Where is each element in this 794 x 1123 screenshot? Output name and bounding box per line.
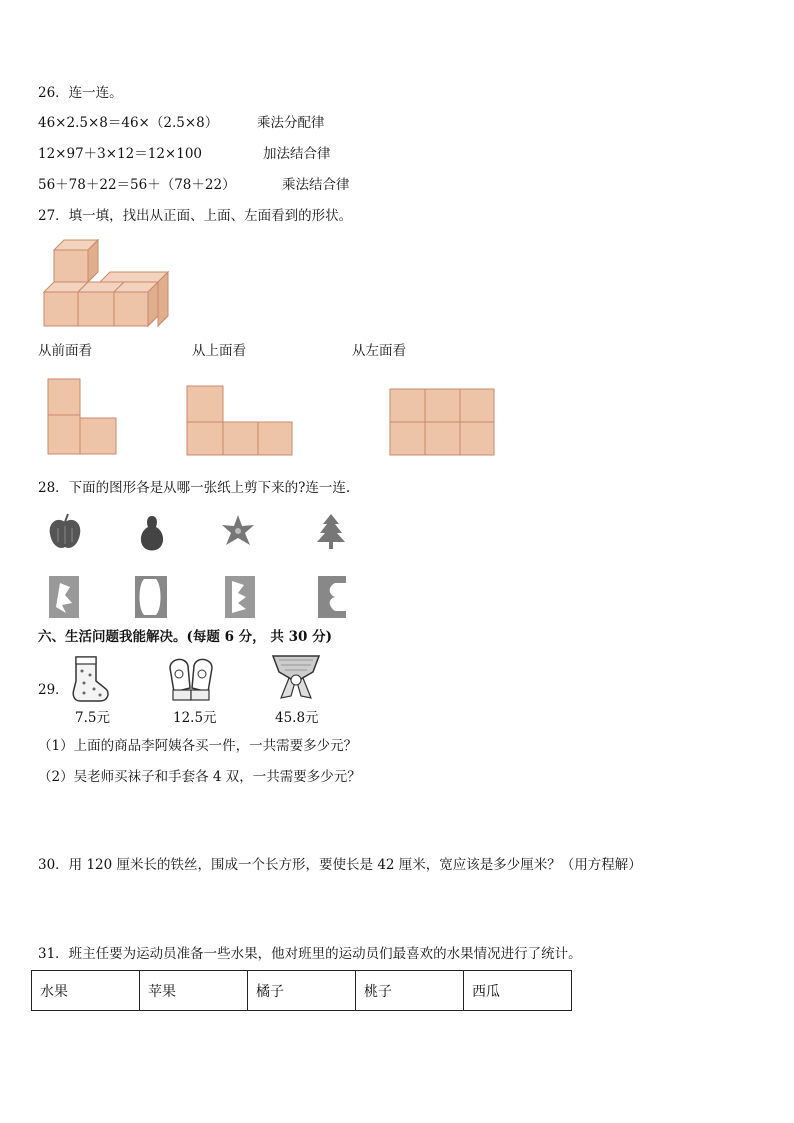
scarf-icon [269,652,325,702]
table-cell-fruit: 水果 [32,971,140,1011]
view-label-left: 从左面看 [352,343,406,359]
left-view-shape [389,388,497,458]
q29-number: 29． [38,682,69,698]
table-cell-peach: 桃子 [356,971,464,1011]
sock-icon [66,655,112,703]
paper-piece-3-icon [224,575,256,619]
q26-law-3: 乘法结合律 [282,177,350,193]
view-label-front: 从前面看 [38,343,92,359]
section-6-heading: 六、生活问题我能解决。(每题 6 分， 共 30 分) [38,629,332,645]
apple-shape-icon [48,512,82,552]
view-label-top: 从上面看 [192,343,246,359]
fruit-table [31,970,572,1011]
q26-law-1: 乘法分配律 [257,115,325,131]
table-row [32,971,572,1011]
gourd-shape-icon [136,514,168,552]
price-mittens: 12.5元 [173,710,217,726]
q28-title: 28．下面的图形各是从哪一张纸上剪下来的?连一连. [38,480,351,496]
price-scarf: 45.8元 [275,710,319,726]
tree-shape-icon [315,512,347,550]
paper-piece-1-icon [48,575,80,619]
paper-piece-2-icon [134,575,168,619]
table-cell-watermelon: 西瓜 [464,971,572,1011]
table-cell-orange: 橘子 [248,971,356,1011]
table-cell-apple: 苹果 [140,971,248,1011]
cube-stack-figure [40,236,175,331]
q30-text: 30．用 120 厘米长的铁丝，围成一个长方形，要使长是 42 厘米，宽应该是多少厘米？（用方程解） [38,857,642,873]
mittens-icon [164,654,222,704]
q27-title: 27．填一填，找出从正面、上面、左面看到的形状。 [38,208,353,224]
q31-text: 31．班主任要为运动员准备一些水果，他对班里的运动员们最喜欢的水果情况进行了统计。 [38,946,582,962]
front-view-shape [47,378,119,456]
q26-expr-2: 12×97＋3×12＝12×100 [38,146,203,162]
q26-expr-1: 46×2.5×8＝46×（2.5×8） [38,115,219,131]
price-socks: 7.5元 [75,710,110,726]
q26-title: 26．连一连。 [38,85,123,101]
q29-sub-2: （2）吴老师买袜子和手套各 4 双，一共需要多少元？ [38,769,361,785]
q29-sub-1: （1）上面的商品李阿姨各买一件，一共需要多少元？ [38,738,358,754]
paper-piece-4-icon [317,575,347,619]
top-view-shape [186,385,296,457]
q26-law-2: 加法结合律 [263,146,331,162]
flower-shape-icon [220,513,256,549]
q26-expr-3: 56＋78＋22＝56＋（78＋22） [38,177,236,193]
